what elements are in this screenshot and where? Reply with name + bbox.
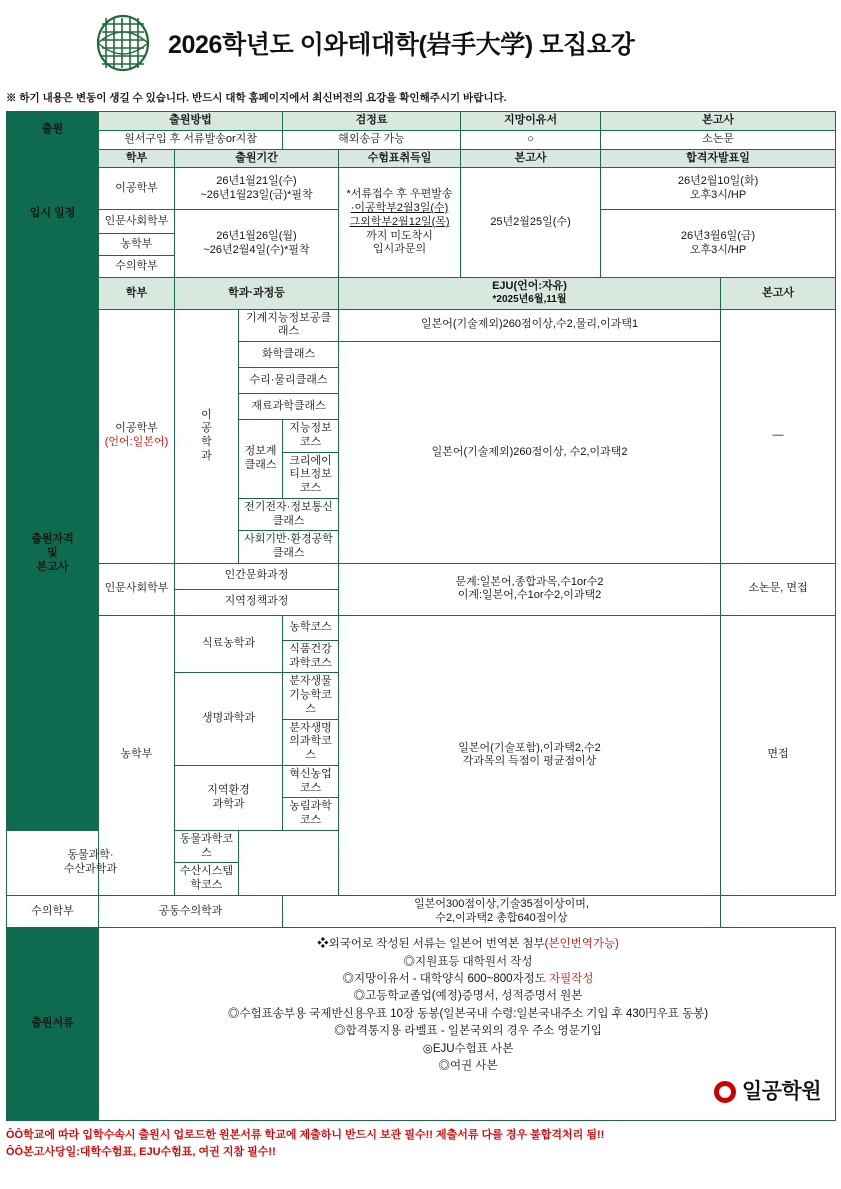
list-item (109, 1007, 827, 1021)
header-exam-date: 본고사 (461, 149, 601, 168)
qualification-label-l1: 출원자격 (31, 533, 74, 546)
exam-date: 25년2월25일(수) (461, 168, 601, 278)
agri-course-2-1: 분자생물기능학코스 (283, 673, 339, 719)
header-application-method: 출원방법 (99, 112, 283, 131)
list-item (109, 1042, 827, 1056)
bottom-note-1: ÔÔ학교에 따라 입학수속시 출원시 업로드한 원본서류 학교에 제출하니 반드시 보관 필수!! 제출서류 다를 경우 불합격처리 됨!! (6, 1128, 605, 1141)
class-1: 기계지능정보공클래스 (239, 309, 339, 342)
section-label-schedule: 입시 일정 (7, 149, 99, 278)
header-announce-date: 합격자발표일 (601, 149, 836, 168)
vet-course: 공동수의학과 (99, 895, 283, 928)
agri-course-1-1: 농학코스 (283, 615, 339, 640)
class-4: 재료과학클래스 (239, 394, 339, 420)
class-8: 사회기반·환경공학클래스 (239, 531, 339, 564)
agri-course-4-2: 수산시스템학코스 (175, 863, 239, 896)
doc-bullet-7: ◎ (438, 1059, 450, 1072)
ilgong-ring-icon (714, 1081, 736, 1103)
doc-highlight-0: (본인번역가능) (544, 938, 619, 951)
doc-text-5: 합격통지용 라벨표 - 일본국외의 경우 주소 영문기입 (345, 1025, 602, 1038)
announce-science-line1: 26년2월10일(화) (677, 175, 759, 187)
doc-bullet-2: ◎ (342, 973, 355, 985)
page-header (0, 0, 841, 80)
eju-veterinary-line1: 일본어300점이상,기술35점이상이며, (414, 897, 589, 910)
doc-text-4: 수험표송부용 국제반신용우표 10장 동봉(일본국내 수령:일본국내주소 기입 후 430円우표 동봉) (239, 1007, 709, 1020)
doc-text-2: 지망이유서 - 대학양식 600~800자정도 (354, 973, 550, 985)
q-info-class-group: 정보계 클래스 (239, 420, 283, 499)
period-science-line2: ~26년1월23일(금)*필착 (200, 188, 313, 201)
table-row (7, 309, 836, 342)
announce-others-line2: 오후3시/HP (689, 243, 747, 256)
eju-science-2: 일본어(기술제외)260점이상, 수2,이과택2 (339, 342, 721, 564)
list-item (109, 1059, 827, 1073)
period-others (175, 210, 339, 278)
q-faculty-agriculture: 농학부 (99, 615, 175, 895)
eju-agriculture-line2: 각과목의 득점이 평균점이상 (462, 755, 597, 768)
value-main-exam: 소논문 (601, 130, 836, 149)
period-science (175, 168, 339, 210)
doc-bullet-3: ◎ (353, 990, 366, 1003)
header-ticket-date: 수험표취득일 (339, 149, 461, 168)
header-fee: 검정료 (283, 112, 461, 131)
agri-course-4-1: 동물과학코스 (175, 830, 239, 863)
list-item (109, 989, 827, 1003)
bottom-note-2: ÔÔ본고사당일:대학수험표, EJU수험표, 여권 지참 필수!! (6, 1146, 276, 1158)
list-item (109, 1024, 827, 1038)
faculty-humanities: 인문사회학부 (99, 210, 175, 234)
q-faculty-science-name: 이공학부 (115, 422, 158, 435)
eju-humanities (339, 563, 721, 615)
eju-veterinary (283, 895, 721, 928)
eju-agriculture (339, 615, 721, 895)
eju-humanities-line2: 이계:일본어,수1or수2,이과택2 (457, 589, 602, 602)
eju-science-1: 일본어(기술제외)260점이상,수2,물리,이과택1 (339, 309, 721, 342)
header-q-faculty: 학부 (99, 278, 175, 309)
university-crest-icon (86, 12, 162, 74)
agri-dept-3: 지역환경 과학과 (175, 765, 283, 830)
table-row (7, 615, 836, 640)
faculty-agriculture: 농학부 (99, 234, 175, 256)
hum-course-2: 지역정책과정 (175, 589, 339, 615)
announce-science (601, 168, 836, 210)
announce-others-line1: 26년3월6일(금) (680, 230, 756, 242)
class-7: 전기전자·정보통신클래스 (239, 498, 339, 531)
q-faculty-science (99, 309, 175, 563)
table-row (7, 563, 836, 589)
section-label-documents: 출원서류 (7, 928, 99, 1120)
section-label-qualification (7, 278, 99, 831)
exam-humanities: 소논문, 면접 (721, 563, 836, 615)
agri-course-3-1: 혁신농업코스 (283, 765, 339, 798)
header-q-course: 학과·과정등 (175, 278, 339, 309)
header-statement: 지망이유서 (461, 112, 601, 131)
ticket-line5: 입시과문의 (372, 243, 427, 256)
agri-dept-4: 동물과학· 수산과학과 (7, 830, 175, 895)
table-row (7, 278, 836, 309)
class-3: 수리·물리클래스 (239, 368, 339, 394)
documents-list (99, 928, 836, 1120)
table-row (7, 130, 836, 149)
doc-text-0: 외국어로 작성된 서류는 일본어 번역본 첨부 (328, 938, 545, 951)
doc-text-6: EJU수험표 사본 (432, 1042, 514, 1055)
hum-course-1: 인간문화과정 (175, 563, 339, 589)
header-eju-line1: EJU(언어:자유) (492, 280, 567, 293)
list-item (109, 937, 827, 951)
list-item (109, 972, 827, 986)
agri-course-1-2: 식품건강과학코스 (283, 640, 339, 673)
doc-bullet-6: ◎ (422, 1042, 433, 1055)
header-eju-line2: *2025년6월,11월 (492, 294, 567, 305)
list-item (109, 955, 827, 969)
table-row (7, 928, 836, 1120)
value-application-method: 원서구입 후 서류발송or지참 (99, 130, 283, 149)
doc-text-7: 여권 사본 (449, 1059, 498, 1072)
bottom-notes (6, 1127, 841, 1161)
q-faculty-science-note: (언어:일본어) (104, 436, 169, 449)
ticket-info (339, 168, 461, 278)
q-faculty-veterinary: 수의학부 (7, 895, 99, 928)
notice-text: ※ 하기 내용은 변동이 생길 수 있습니다. 반드시 대학 홈페이지에서 최신버전의 요강을 확인해주시기 바랍니다. (6, 92, 507, 104)
q-faculty-humanities: 인문사회학부 (99, 563, 175, 615)
agri-dept-1: 식료농학과 (175, 615, 283, 673)
table-row (7, 168, 836, 210)
class-5: 지능정보코스 (283, 420, 339, 453)
agri-course-2-2: 분자생명의과학코스 (283, 719, 339, 765)
value-statement: ○ (461, 130, 601, 149)
header-faculty: 학부 (99, 149, 175, 168)
agri-dept-2: 생명과학과 (175, 673, 283, 766)
table-row (7, 149, 836, 168)
doc-text-1: 지원표등 대학원서 작성 (415, 955, 533, 968)
doc-highlight-2: 자필작성 (549, 973, 594, 985)
class-2: 화학클래스 (239, 342, 339, 368)
doc-text-3: 고등학교졸업(예정)증명서, 성적증명서 원본 (365, 990, 583, 1003)
exam-science: ― (721, 309, 836, 563)
table-row (7, 895, 836, 928)
doc-bullet-1: ◎ (403, 955, 416, 968)
requirements-table (6, 111, 836, 1121)
section-label-application: 출원 (7, 112, 99, 150)
faculty-science: 이공학부 (99, 168, 175, 210)
period-others-line2: ~26년2월4일(수)*필착 (203, 243, 310, 256)
period-others-line1: 26년1월26일(월) (216, 230, 297, 242)
doc-bullet-0: ❖ (317, 938, 329, 951)
table-row (7, 112, 836, 131)
doc-bullet-5: ◎ (334, 1025, 346, 1038)
qualification-label-l3: 본고사 (36, 560, 69, 573)
footer-logo (109, 1076, 827, 1108)
header-period: 출원기간 (175, 149, 339, 168)
page-title: 2026학년도 이와테대학(岩手大学) 모집요강 (168, 31, 635, 59)
q-vertical-dept: 이 공 학 과 (175, 309, 239, 563)
announce-science-line2: 오후3시/HP (689, 188, 747, 201)
qualification-label-l2: 및 (47, 547, 58, 560)
footer-logo-text: 일공학원 (741, 1080, 822, 1104)
ticket-line2: ·이공학부2월3일(수) (350, 202, 449, 215)
header-q-exam: 본고사 (721, 278, 836, 309)
agri-course-3-2: 농림과학코스 (283, 798, 339, 831)
eju-humanities-line1: 문계:일본어,종합과목,수1or수2 (455, 575, 604, 588)
faculty-veterinary: 수의학부 (99, 256, 175, 278)
period-science-line1: 26년1월21일(수) (216, 175, 297, 187)
header-main-exam: 본고사 (601, 112, 836, 131)
ticket-line1: *서류접수 후 우편발송 (346, 188, 453, 201)
announce-others (601, 210, 836, 278)
eju-veterinary-line2: 수2,이과택2 총합640점이상 (435, 911, 568, 924)
ticket-line3: 그외학부2월12일(목) (349, 215, 450, 228)
class-6: 크리에이티브정보코스 (283, 452, 339, 498)
doc-bullet-4: ◎ (227, 1007, 240, 1020)
ticket-line4: 까지 미도착시 (366, 229, 433, 242)
header-eju (339, 278, 721, 309)
value-fee: 해외송금 가능 (283, 130, 461, 149)
exam-agriculture: 면접 (721, 615, 836, 895)
eju-agriculture-line1: 일본어(기술포함),이과택2,수2 (458, 741, 601, 754)
